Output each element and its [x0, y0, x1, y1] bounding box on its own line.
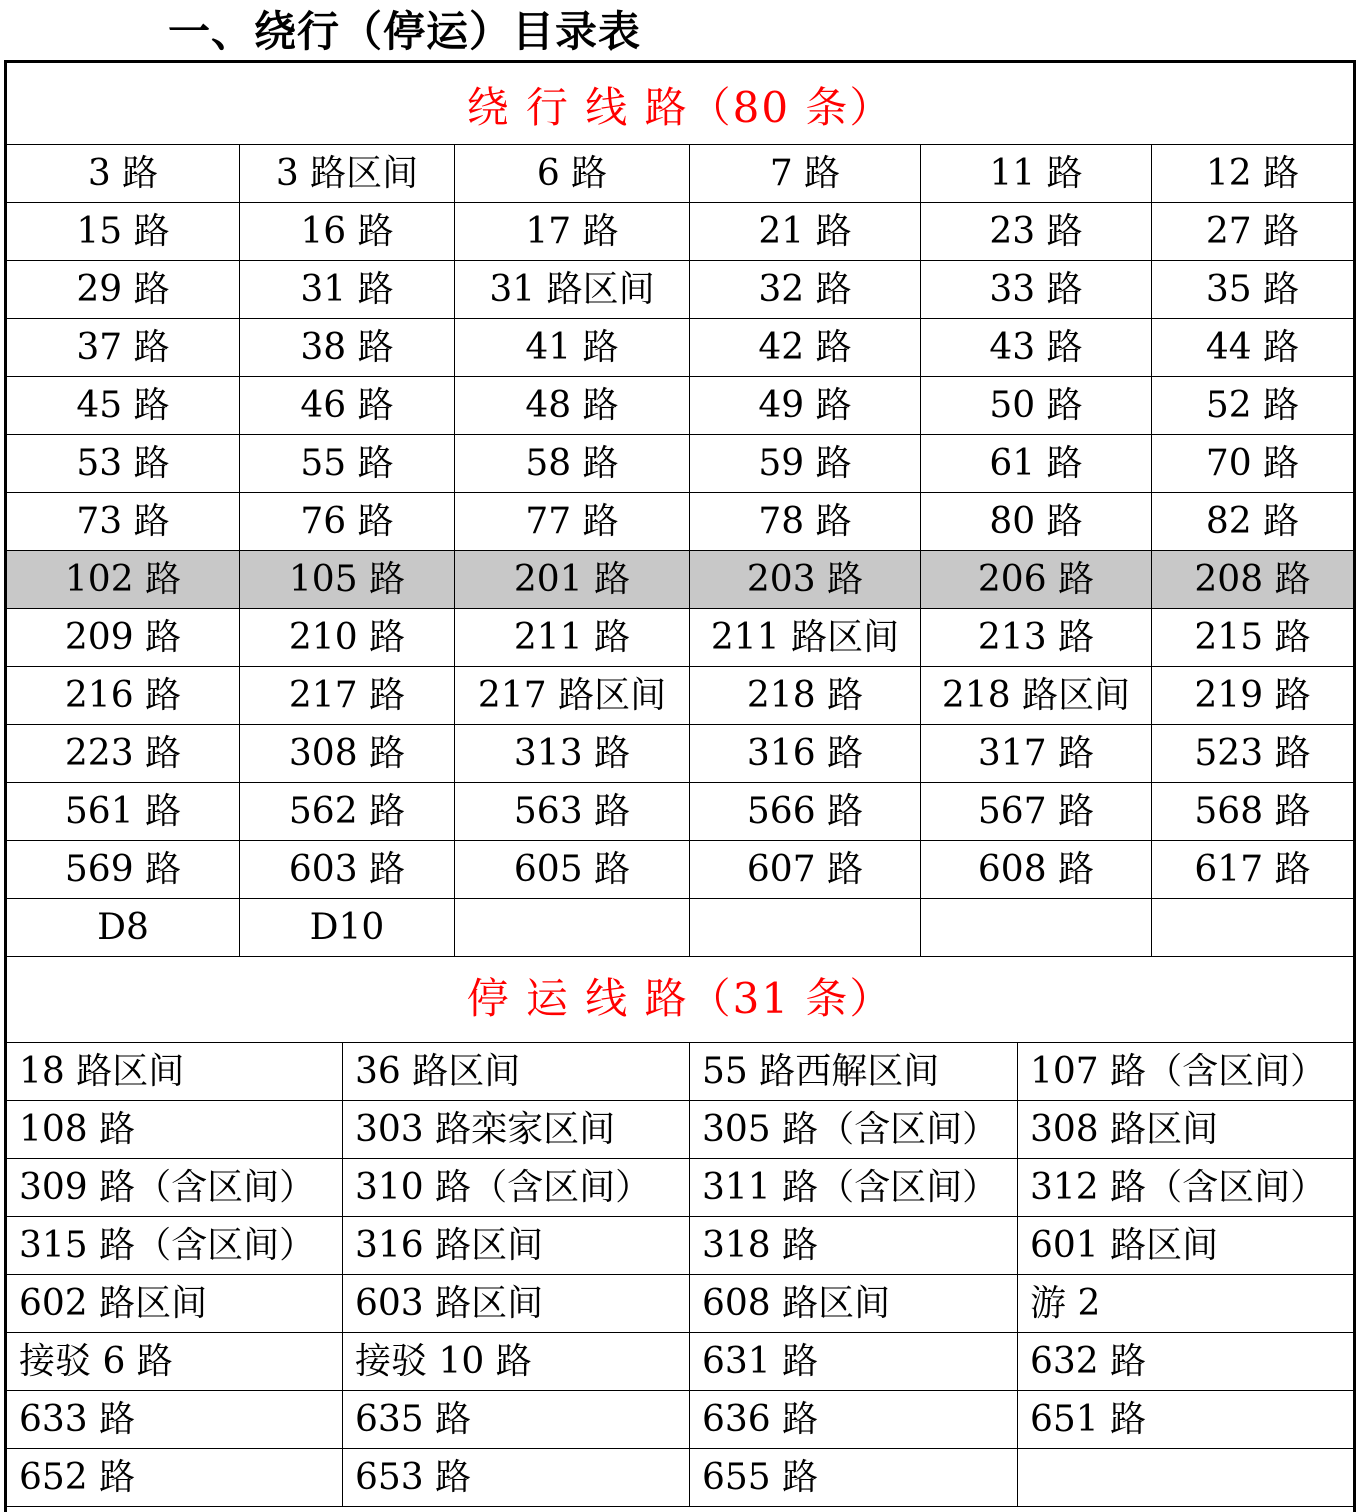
detour-route-cell: 45 路	[7, 377, 239, 435]
detour-route-cell: 27 路	[1151, 203, 1353, 261]
suspended-route-cell: 651 路	[1017, 1391, 1353, 1449]
suspended-route-row	[7, 1217, 1353, 1275]
detour-route-cell: 37 路	[7, 319, 239, 377]
detour-route-cell: 23 路	[920, 203, 1151, 261]
detour-route-cell: 566 路	[689, 783, 920, 841]
detour-route-cell: 15 路	[7, 203, 239, 261]
detour-route-cell: 44 路	[1151, 319, 1353, 377]
detour-route-cell: 217 路区间	[454, 667, 689, 725]
detour-route-cell: 213 路	[920, 609, 1151, 667]
detour-route-cell: 203 路	[689, 551, 920, 609]
detour-route-cell: 605 路	[454, 841, 689, 899]
detour-route-cell: 31 路区间	[454, 261, 689, 319]
detour-section-header: 绕 行 线 路（80 条）	[4, 63, 1356, 145]
detour-route-cell: 61 路	[920, 435, 1151, 493]
suspended-route-cell: 游 2	[1017, 1275, 1353, 1333]
suspended-route-cell: 36 路区间	[342, 1043, 689, 1101]
suspended-route-row	[7, 1275, 1353, 1333]
suspended-route-cell: 318 路	[689, 1217, 1017, 1275]
suspended-route-cell: 18 路区间	[7, 1043, 342, 1101]
detour-route-cell: 3 路区间	[239, 145, 454, 203]
suspended-route-cell: 603 路区间	[342, 1275, 689, 1333]
detour-route-cell: 211 路区间	[689, 609, 920, 667]
detour-route-cell: 523 路	[1151, 725, 1353, 783]
detour-route-cell: 42 路	[689, 319, 920, 377]
detour-route-cell: 208 路	[1151, 551, 1353, 609]
detour-route-cell: 52 路	[1151, 377, 1353, 435]
detour-route-cell: 76 路	[239, 493, 454, 551]
detour-route-cell: 48 路	[454, 377, 689, 435]
detour-route-cell: 563 路	[454, 783, 689, 841]
suspended-route-cell: 316 路区间	[342, 1217, 689, 1275]
detour-route-cell: 218 路	[689, 667, 920, 725]
detour-route-cell	[920, 899, 1151, 957]
detour-route-row	[7, 319, 1353, 377]
detour-route-cell: 210 路	[239, 609, 454, 667]
detour-route-cell: 219 路	[1151, 667, 1353, 725]
suspended-route-cell: 303 路栾家区间	[342, 1101, 689, 1159]
suspended-route-cell: 接驳 10 路	[342, 1333, 689, 1391]
detour-route-row	[7, 377, 1353, 435]
suspended-route-cell: 601 路区间	[1017, 1217, 1353, 1275]
suspended-route-cell: 108 路	[7, 1101, 342, 1159]
detour-route-cell: 317 路	[920, 725, 1151, 783]
detour-route-cell: 217 路	[239, 667, 454, 725]
detour-route-cell: 215 路	[1151, 609, 1353, 667]
detour-route-cell: 38 路	[239, 319, 454, 377]
detour-route-cell: 617 路	[1151, 841, 1353, 899]
detour-route-cell: 50 路	[920, 377, 1151, 435]
detour-route-cell: 608 路	[920, 841, 1151, 899]
suspended-route-cell: 接驳 6 路	[7, 1333, 342, 1391]
detour-route-cell: 6 路	[454, 145, 689, 203]
suspended-route-row	[7, 1043, 1353, 1101]
suspended-route-cell: 608 路区间	[689, 1275, 1017, 1333]
suspended-route-cell: 311 路（含区间）	[689, 1159, 1017, 1217]
detour-route-cell: 31 路	[239, 261, 454, 319]
detour-route-cell: 49 路	[689, 377, 920, 435]
detour-route-row	[7, 435, 1353, 493]
detour-route-row	[7, 783, 1353, 841]
detour-route-cell: 3 路	[7, 145, 239, 203]
detour-route-cell: 59 路	[689, 435, 920, 493]
suspended-route-row	[7, 1101, 1353, 1159]
suspended-route-row	[7, 1391, 1353, 1449]
detour-route-cell: 70 路	[1151, 435, 1353, 493]
detour-route-cell: 43 路	[920, 319, 1151, 377]
detour-route-cell: 313 路	[454, 725, 689, 783]
detour-route-cell: 17 路	[454, 203, 689, 261]
detour-route-cell: 607 路	[689, 841, 920, 899]
suspended-route-cell: 312 路（含区间）	[1017, 1159, 1353, 1217]
detour-route-cell: 105 路	[239, 551, 454, 609]
detour-route-cell: D8	[7, 899, 239, 957]
suspended-route-cell: 310 路（含区间）	[342, 1159, 689, 1217]
detour-route-cell: 7 路	[689, 145, 920, 203]
detour-route-cell: 11 路	[920, 145, 1151, 203]
suspended-route-cell: 602 路区间	[7, 1275, 342, 1333]
suspended-route-cell: 655 路	[689, 1449, 1017, 1507]
detour-route-cell: 211 路	[454, 609, 689, 667]
detour-route-cell	[454, 899, 689, 957]
suspended-route-cell: 309 路（含区间）	[7, 1159, 342, 1217]
detour-route-cell: 218 路区间	[920, 667, 1151, 725]
detour-route-cell: 561 路	[7, 783, 239, 841]
suspended-route-row	[7, 1333, 1353, 1391]
detour-route-cell: 201 路	[454, 551, 689, 609]
detour-route-cell: 21 路	[689, 203, 920, 261]
detour-route-cell: 58 路	[454, 435, 689, 493]
detour-route-cell: 568 路	[1151, 783, 1353, 841]
detour-route-row	[7, 609, 1353, 667]
detour-route-cell: 316 路	[689, 725, 920, 783]
detour-route-cell: 209 路	[7, 609, 239, 667]
detour-route-cell: 603 路	[239, 841, 454, 899]
suspended-route-row	[7, 1159, 1353, 1217]
detour-route-row	[7, 725, 1353, 783]
detour-route-row	[7, 841, 1353, 899]
detour-route-cell: 82 路	[1151, 493, 1353, 551]
detour-route-cell: 569 路	[7, 841, 239, 899]
detour-route-cell: 46 路	[239, 377, 454, 435]
detour-route-cell: 206 路	[920, 551, 1151, 609]
detour-route-cell: 216 路	[7, 667, 239, 725]
detour-route-cell: 223 路	[7, 725, 239, 783]
suspended-route-cell	[1017, 1449, 1353, 1507]
detour-route-cell: 29 路	[7, 261, 239, 319]
detour-route-cell: 78 路	[689, 493, 920, 551]
detour-route-cell: 308 路	[239, 725, 454, 783]
detour-route-row	[7, 203, 1353, 261]
suspended-section-header: 停 运 线 路（31 条）	[4, 959, 1356, 1043]
detour-route-row	[7, 551, 1353, 609]
detour-route-cell: 12 路	[1151, 145, 1353, 203]
suspended-route-cell: 55 路西解区间	[689, 1043, 1017, 1101]
detour-route-row	[7, 667, 1353, 725]
detour-route-cell: 33 路	[920, 261, 1151, 319]
detour-route-cell	[1151, 899, 1353, 957]
detour-route-row	[7, 145, 1353, 203]
suspended-route-cell: 632 路	[1017, 1333, 1353, 1391]
detour-route-cell: 32 路	[689, 261, 920, 319]
detour-route-cell: 73 路	[7, 493, 239, 551]
detour-route-cell: 55 路	[239, 435, 454, 493]
suspended-route-cell: 308 路区间	[1017, 1101, 1353, 1159]
detour-route-row	[7, 493, 1353, 551]
detour-route-cell: 41 路	[454, 319, 689, 377]
suspended-route-cell: 636 路	[689, 1391, 1017, 1449]
suspended-route-cell: 631 路	[689, 1333, 1017, 1391]
detour-route-cell: 53 路	[7, 435, 239, 493]
suspended-route-cell: 305 路（含区间）	[689, 1101, 1017, 1159]
detour-route-cell: 80 路	[920, 493, 1151, 551]
suspended-route-cell: 635 路	[342, 1391, 689, 1449]
suspended-route-cell: 107 路（含区间）	[1017, 1043, 1353, 1101]
suspended-route-cell: 633 路	[7, 1391, 342, 1449]
detour-route-cell: 16 路	[239, 203, 454, 261]
suspended-route-cell: 315 路（含区间）	[7, 1217, 342, 1275]
detour-route-cell: D10	[239, 899, 454, 957]
detour-route-row	[7, 261, 1353, 319]
suspended-route-cell: 653 路	[342, 1449, 689, 1507]
detour-route-cell: 567 路	[920, 783, 1151, 841]
detour-route-cell: 77 路	[454, 493, 689, 551]
page-title: 一、绕行（停运）目录表	[168, 7, 642, 56]
detour-route-cell	[689, 899, 920, 957]
detour-route-cell: 562 路	[239, 783, 454, 841]
detour-route-cell: 35 路	[1151, 261, 1353, 319]
detour-route-row	[7, 899, 1353, 957]
detour-route-cell: 102 路	[7, 551, 239, 609]
suspended-route-row	[7, 1449, 1353, 1507]
suspended-route-cell: 652 路	[7, 1449, 342, 1507]
